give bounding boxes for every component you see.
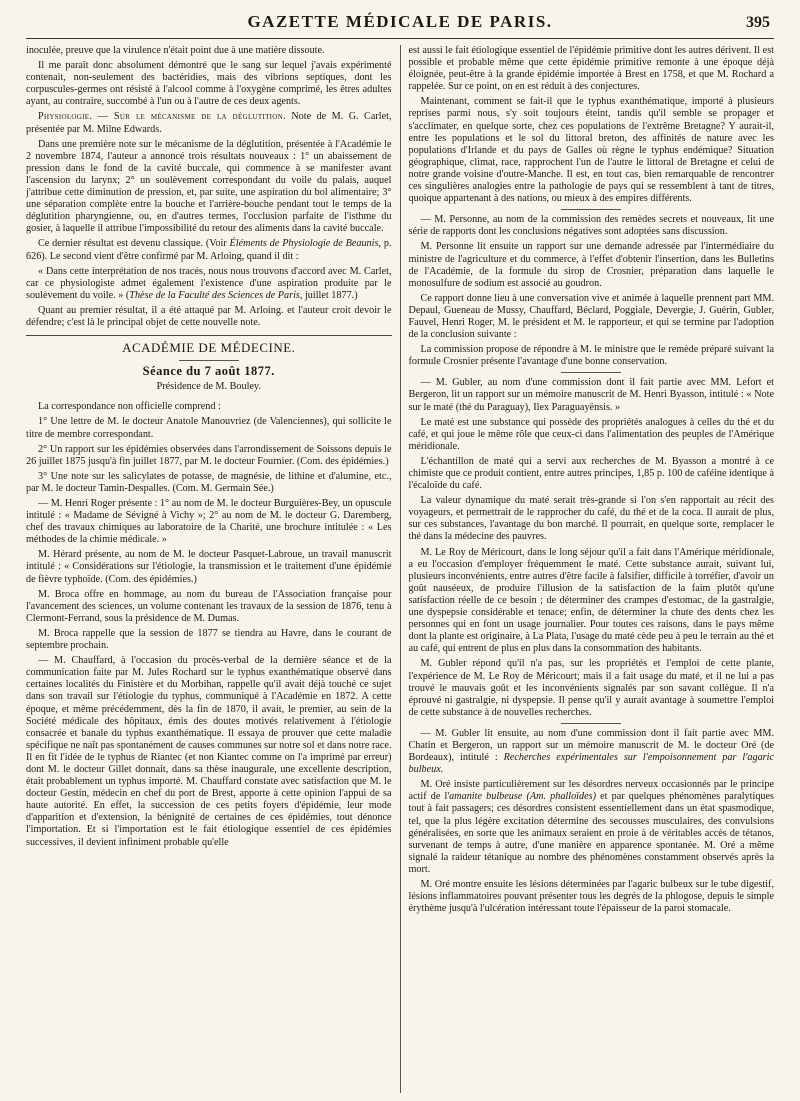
running-title: GAZETTE MÉDICALE DE PARIS. bbox=[247, 12, 553, 31]
paragraph: est aussi le fait étiologique essentiel de l'épidémie primitive dont les autres dérivent. Il est possible et probable même que cette épidémie primitive remonte à une époque déjà éloignée, peut-être à la grande épidémie importée à Brest en 1758, et que M. Rochard a rappelée. Sur ce point, on en est réduit à des conjectures. bbox=[408, 45, 774, 93]
paragraph: M. Broca rappelle que la session de 1877 se tiendra au Havre, dans le courant de septembre prochain. bbox=[26, 627, 392, 652]
paragraph bbox=[409, 728, 775, 776]
paragraph: La commission propose de répondre à M. le ministre que le remède préparé suivant la formule Crosnier présente l'avantage d'une bonne conservation. bbox=[408, 344, 774, 368]
paragraph: M. Broca offre en hommage, au nom du bureau de l'Association française pour l'avancement des sciences, un volume contenant les travaux de la session de 1876, tenu à Clermont-Ferrand, sous la présidence de M. Dumas. bbox=[26, 588, 392, 624]
left-column bbox=[26, 45, 400, 1093]
note-author: Note de M. G. Carlet, présentée par M. Milne Edwards. bbox=[26, 111, 392, 135]
text-run: « Dans cette interprétation de nos tracés, nous nous trouvons d'accord avec M. Carlet, car ce physiologiste admet également l'existence d'une aspiration produite par le soulèvement du voile. » ( bbox=[26, 265, 392, 301]
paragraph: M. Hérard présente, au nom de M. le docteur Pasquet-Labroue, un travail manuscrit intitulé : « Considérations sur l'étiologie, la transmission et le traitement d'une épidémie de fièvre typhoïde. (Com. des épidémies.) bbox=[26, 549, 392, 585]
paragraph bbox=[409, 779, 775, 876]
short-divider bbox=[561, 209, 621, 210]
short-divider bbox=[561, 723, 621, 724]
paragraph: Le maté est une substance qui possède des propriétés analogues à celles du thé et du café, et qui joue le même rôle que ceux-ci dans l'alimentation des peuples de l'Amérique méridionale. bbox=[408, 416, 774, 452]
paragraph: M. Le Roy de Méricourt, dans le long séjour qu'il a fait dans l'Amérique méridionale, a eu l'occasion d'employer fréquemment le maté. Cette substance aurait, suivant lui, plusieurs inconvénients, entre autres d'être facile à falsifier, difficile à torréfier, d'avoir un goût nauséeux, de produire l'illusion de la satisfaction de la faim plutôt qu'une satisfaction réelle de ce besoin ; de déterminer des crampes d'estomac, de la gastralgie, une dyspepsie considérable et tenace; enfin, de déterminer la chute des dents chez les personnes qui en font un usage journalier. Pour toutes ces raisons, dans le pays même dont la plante est originaire, à La Plata, l'usage du maté cède peu à peu le terrain au thé et au café, qui entrent de plus en plus dans la consommation des habitants. bbox=[408, 546, 774, 655]
paragraph: La valeur dynamique du maté serait très-grande si l'on s'en rapportait au récit des voyageurs, et permettrait de le rapprocher du café, du thé et de la coca. Il aurait de plus, sur ces substances, l'avantage du bon marché. Il pourrait, en quelque sorte, remplacer le thé dans la médecine des pauvres. bbox=[408, 495, 774, 543]
paragraph: — M. Gubler, au nom d'une commission dont il fait partie avec MM. Lefort et Bergeron, lit un rapport sur un mémoire manuscrit de M. Henri Byasson, intitulé : « Note sur le maté (thé du Paraguay), Ilex Paraguayënsis. » bbox=[408, 377, 774, 413]
paragraph bbox=[26, 238, 392, 262]
paragraph: La correspondance non officielle comprend : bbox=[38, 401, 221, 413]
note-label: Physiologie. bbox=[38, 111, 93, 123]
paragraph: M. Gubler répond qu'il n'a pas, sur les propriétés et l'emploi de cette plante, l'expérience de M. Le Roy de Méricourt; mais il a fait usage du maté, et il ne lui a pas trouvé le mauvais goût et les inconvénients signalés par son savant collègue. Il n'a éprouvé ni gastralgie, ni dyspepsie. Il pense qu'il y aurait avantage à soumettre l'emploi de cette substance à de nouvelles recherches. bbox=[408, 658, 774, 718]
paragraph: — M. Henri Roger présente : 1° au nom de M. le docteur Burguières-Bey, un opuscule intitulé : « Madame de Sévigné à Vichy »; 2° au nom de M. le docteur G. Daremberg, chef des travaux chimiques au laboratoire de la Charité, une brochure intitulée : « Les méthodes de la chimie médicale. » bbox=[26, 498, 392, 546]
section-divider bbox=[26, 335, 392, 336]
text-run: et par quelques phénomènes paralytiques tout à fait passagers; ces désordres consistent essentiellement dans un état spasmodique, tel, que la plus légère excitation détermine des secousses musculaires, des convulsions généralisées, en sorte que les animaux seraient en proie à de véritables accès de tétanos, survenant de temps à autre, d'une manière en apparence spontanée. M. Oré a même signalé la raideur tétanique au nombre des phénomènes constamment observés après la mort. bbox=[408, 791, 774, 875]
presidence-line: Présidence de M. Bouley. bbox=[156, 381, 261, 393]
paragraph: M. Oré montre ensuite les lésions déterminées par l'agaric bulbeux sur le tube digestif, lésions inflammatoires pouvant présenter tous les degrés de la phlogose, depuis le simple érythème jusqu'à l'ulcération intéressant toute l'épaisseur de la paroi stomacale. bbox=[408, 879, 774, 915]
paragraph: 3° Une note sur les salicylates de potasse, de magnésie, de lithine et d'alumine, etc., par M. le docteur Tamin-Despalles. (Com. M. Germain Sée.) bbox=[26, 470, 392, 494]
species-name: amanite bulbeuse (Am. phalloïdes) bbox=[449, 791, 596, 803]
paragraph: Ce rapport donne lieu à une conversation vive et animée à laquelle prennent part MM. Depaul, Gueneau de Mussy, Chauffard, Béclard, Poggiale, Devergie, J. Guérin, Gubler, Fauvel, Henri Roger, M. le président et M. le rapporteur, et qui se termine par l'adoption de la conclusion suivante : bbox=[408, 292, 774, 341]
text-run: , juillet 1877.) bbox=[299, 289, 358, 301]
paragraph: — M. Chauffard, à l'occasion du procès-verbal de la dernière séance et de la communication faite par M. Jules Rochard sur le typhus exanthématique observé dans certaines localités du Finistère et du Morbihan, rappelle qu'il avait déjà touché ce sujet dans son travail sur l'étiologie du typhus, communiqué à l'Académie en 1872. A cette époque, et même précédemment, dès la fin de 1870, il avait, le premier, au sein de la Société médicale des hôpitaux, émis des doutes motivés relativement à l'étiologie consacrée et banale du typhus exanthématique. Il essaya de prouver que cette maladie spécifique ne naît pas spontanément de causes communes sur notre sol et dans notre race. Il en fit l'idée de le typhus de Riantec (et non Kiantec comme on l'a imprimé par erreur) dont M. le docteur Gillet donnait, dans sa thèse inaugurale, une excellente description, était probablement un typhus importé. M. Chauffard constate avec satisfaction que M. le docteur Gestin, médecin en chef du port de Brest, apporte à cette opinion l'appui de sa haute autorité. En effet, la succession de ces petits foyers d'épidémie, leur mode d'apparition et d'extension, la bénignité de certaines de ces épidémies, tout dénonce l'importation. Et si l'importation est le fait étiologique essentiel de ces épidémies successives, il devient infiniment probable qu'elle bbox=[26, 655, 392, 848]
session-title: Séance du 7 août 1877. bbox=[142, 364, 275, 379]
right-column bbox=[400, 45, 775, 1093]
paragraph: inoculée, preuve que la virulence n'était point due à une matière dissoute. bbox=[26, 45, 325, 56]
paragraph: Dans une première note sur le mécanisme de la déglutition, présentée à l'Académie le 2 novembre 1874, l'auteur a annoncé trois résultats nouveaux : 1° un abaissement de pression dans le fond de la cavité buccale, qui commence à se manifester avant l'ascension du larynx; 2° un soulèvement correspondant du voile du palais, auquel j'attribue cette diminution de pression, et, par suite, une aspiration du bol alimentaire; 3° une séparation complète entre la bouche et l'arrière-bouche pendant tout le temps de la déglutition pharyngienne, ou, en d'autres termes, l'occlusion parfaite de l'isthme du gosier, à laquelle il attribue l'impossibilité du retour des aliments dans la cavité buccale. bbox=[26, 138, 392, 235]
memoir-title: Recherches expérimentales sur l'empoisonnement par l'agaric bulbeux. bbox=[408, 752, 774, 776]
note-title-text: — Sur le mécanisme de la déglutition. bbox=[97, 111, 286, 123]
page-header bbox=[26, 8, 774, 39]
text-run: — M. Gubler lit ensuite, au nom d'une commission dont il fait partie avec MM. Chatin et Bergeron, un rapport sur un mémoire manuscrit de M. le docteur Oré (de Bordeaux), intitulé : bbox=[408, 727, 774, 764]
text-run: , p. 626). Le second vient d'être confirmé par M. Arloing, quand il dit : bbox=[26, 238, 392, 262]
section-title: ACADÉMIE DE MÉDECINE. bbox=[122, 340, 296, 356]
text-run: Ce dernier résultat est devenu classique. (Voir bbox=[38, 238, 230, 250]
paragraph: Maintenant, comment se fait-il que le typhus exanthématique, importé à plusieurs reprises parmi nous, s'y soit toujours éteint, tandis qu'il semble se propager et s'acclimater, en quelque sorte, chez ces populations de l'extrême Bretagne? Y aurait-il, entre les populations et le sol du littoral breton, des affinités de nature avec les populations d'Irlande et du pays de Galles où règne le typhus endémique? Situation géographique, climat, race, rapprochent l'un de l'autre le littoral de Bretagne et celui de notre grande voisine d'outre-Manche. Il est, en tout cas, bien remarquable de rencontrer ces singulières analogies entre la pathologie de pays qui se ressemblent à tant de titres, quoique appartenant à des nations, ou mieux à des empires différents. bbox=[408, 96, 774, 205]
short-divider bbox=[561, 372, 621, 373]
page-number: 395 bbox=[746, 14, 770, 31]
paragraph: Il me paraît donc absolument démontré que le sang sur lequel j'avais expérimenté contenait, non-seulement des bactéridies, mais des vibrions septiques, dont les corpuscules-germes ont résisté à l'alcool comme à l'oxygène comprimé, les êtres adultes ayant, au contraire, succombé à l'un ou à l'autre de ces deux agents. bbox=[26, 60, 392, 108]
paragraph: Quant au premier résultat, il a été attaqué par M. Arloing. et l'auteur croit devoir le défendre; c'est là le principal objet de cette nouvelle note. bbox=[26, 304, 392, 328]
quotation bbox=[26, 266, 392, 302]
book-title: Éléments de Physiologie de Beaunis bbox=[229, 238, 379, 250]
paragraph: 1° Une lettre de M. le docteur Anatole Manouvriez (de Valenciennes), qui sollicite le titre de membre correspondant. bbox=[26, 416, 392, 440]
paragraph: 2° Un rapport sur les épidémies observées dans l'arrondissement de Soissons depuis le 26 juillet 1875 jusqu'à fin juillet 1877, par M. le docteur Fournier. (Com. des épidémies.) bbox=[26, 443, 392, 467]
text-columns bbox=[26, 45, 774, 1093]
short-divider bbox=[179, 360, 239, 361]
paragraph: L'échantillon de maté qui a servi aux recherches de M. Byasson a montré à ce chimiste que ce produit contient, entre autres principes, 1,85 p. 100 de caféine identique à l'écaloïde du café. bbox=[408, 455, 774, 492]
text-run: M. Oré insiste particulièrement sur les désordres nerveux occasionnés par le principe actif de l' bbox=[408, 779, 774, 803]
thesis-title: Thèse de la Faculté des Sciences de Paris bbox=[129, 289, 300, 301]
paragraph: — M. Personne, au nom de la commission des remèdes secrets et nouveaux, lit une série de rapports dont les conclusions négatives sont adoptées sans discussion. bbox=[408, 214, 774, 238]
note-heading bbox=[26, 111, 392, 135]
paragraph: M. Personne lit ensuite un rapport sur une demande adressée par l'intermédiaire du ministre de l'agriculture et du commerce, à l'effet d'obtenir l'insertion, dans les Bulletins de l'Académie, de la formule du sirop de Crosnier, préparation dans laquelle le monosulfure de sodium est associé au goudron. bbox=[408, 241, 774, 289]
